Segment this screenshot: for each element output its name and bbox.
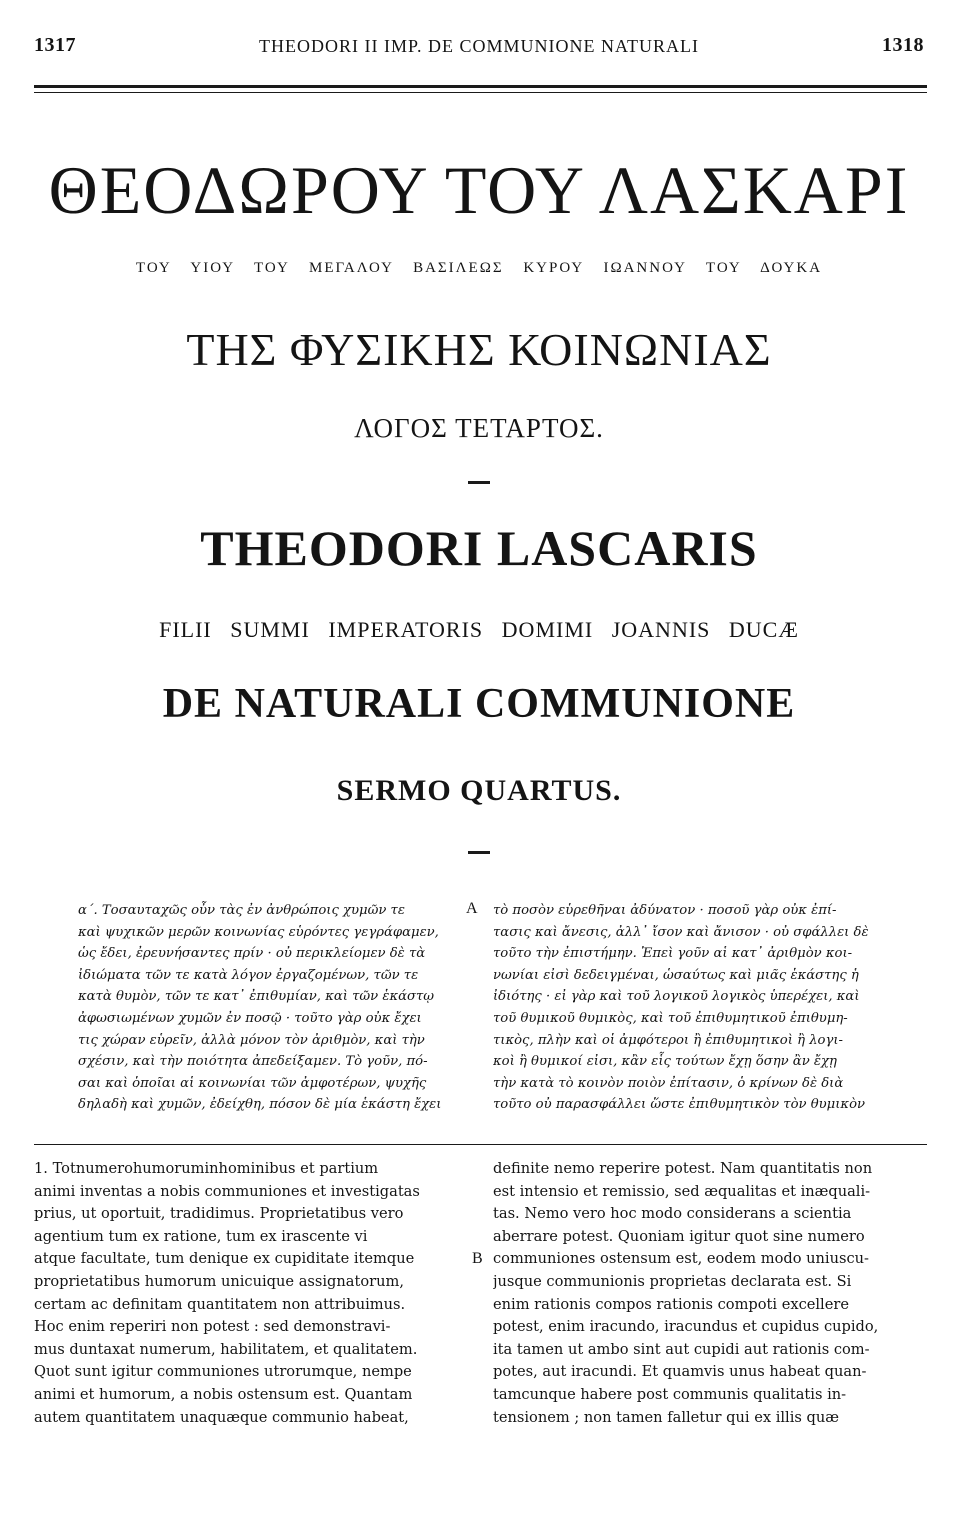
greek-column-left <box>78 900 462 1116</box>
greek-line: σχέσιν, καὶ τὴν ποιότητα ἀπεδείξαμεν. Τὸ γοῦν, πό- <box>78 1054 428 1070</box>
greek-column-right <box>493 900 926 1116</box>
latin-line: 1. Totnumerohumoruminhominibus et partium <box>34 1160 379 1177</box>
header-rule-thin <box>34 92 927 93</box>
latin-line: Quot sunt igitur communiones utrorumque, nempe <box>34 1363 412 1381</box>
page-number-left: 1317 <box>34 34 76 56</box>
latin-line: potest, enim iracundo, iracundus et cupidus cupido, <box>493 1318 879 1336</box>
greek-line: τοῦτο οὐ παρασφάλλει ὥστε ἐπιθυμητικὸν τὸν θυμικὸν <box>493 1097 866 1113</box>
greek-work-title: ΤΗΣ ΦΥΣΙΚΗΣ ΚΟΙΝΩΝΙΑΣ <box>186 324 772 375</box>
latin-line: jusque communionis proprietas declarata est. Si <box>493 1272 852 1290</box>
greek-line: δηλαδὴ καὶ χυμῶν, ἐδείχθη, πόσον δὲ μία ἑκάστη ἔχει <box>78 1097 442 1113</box>
greek-line: κοὶ ἢ θυμικοί εἰσι, κἂν εἷς τούτων ἔχῃ ὅσην ἂν ἔχῃ <box>493 1054 837 1070</box>
latin-line: communiones ostensum est, eodem modo uniuscu- <box>493 1250 869 1268</box>
latin-line: aberrare potest. Quoniam igitur quot sine numero <box>493 1227 865 1245</box>
latin-line: mus duntaxat numerum, habilitatem, et qualitatem. <box>34 1340 418 1358</box>
greek-parentage-line: ΤΟΥ ΥΙΟΥ ΤΟΥ ΜΕΓΑΛΟΥ ΒΑΣΙΛΕΩΣ ΚΥΡΟΥ ΙΩΑΝΝΟΥ ΤΟΥ ΔΟΥΚΑ <box>135 260 823 276</box>
greek-line: τὴν κατὰ τὸ κοινὸν ποιὸν ἐπίτασιν, ὁ κρίνων δὲ διὰ <box>493 1075 844 1091</box>
running-title: THEODORI II IMP. DE COMMUNIONE NATURALI <box>259 36 699 56</box>
greek-line: τασις καὶ ἄνεσις, ἀλλ᾽ ἴσον καὶ ἄνισον · οὐ σφάλλει δὲ <box>493 924 869 940</box>
latin-parentage-line: FILII SUMMI IMPERATORIS DOMIMI JOANNIS DUCÆ <box>159 617 799 642</box>
latin-line: potes, aut iracundi. Et quamvis unus habeat quan- <box>493 1363 867 1381</box>
latin-line: est intensio et remissio, sed æqualitas et inæquali- <box>493 1182 871 1200</box>
latin-book-title: SERMO QUARTUS. <box>336 774 622 807</box>
latin-line: animi inventas a nobis communiones et investigatas <box>34 1182 420 1200</box>
greek-line: α΄. Τοσαυταχῶς οὖν τὰς ἐν ἀνθρώποις χυμῶν τε <box>78 903 405 918</box>
latin-line: enim rationis compos rationis compoti excellere <box>493 1295 849 1313</box>
latin-line: autem quantitatem unaquæque communio habeat, <box>34 1408 409 1426</box>
section-divider-dash <box>468 851 490 854</box>
latin-line: animi et humorum, a nobis ostensum est. Quantam <box>34 1385 413 1403</box>
greek-line: τὸ ποσὸν εὑρεθῆναι ἀδύνατον · ποσοῦ γὰρ οὐκ ἐπί- <box>493 903 837 918</box>
greek-line: τοῦτο τὴν ἐπιστήμην. Ἐπεὶ γοῦν αἱ κατ᾽ ἀριθμὸν κοι- <box>493 946 853 962</box>
latin-line: prius, ut oportuit, tradidimus. Proprietatibus vero <box>34 1205 404 1223</box>
latin-line: tas. Nemo vero hoc modo considerans a scientia <box>493 1205 852 1223</box>
column-separator-rule <box>34 1144 927 1145</box>
latin-line: tamcunque habere post communis qualitatis in- <box>493 1385 847 1403</box>
margin-marker-b: B <box>472 1250 483 1267</box>
greek-line: σαι καὶ ὁποῖαι αἱ κοινωνίαι τῶν ἀμφοτέρων, ψυχῆς <box>78 1075 427 1091</box>
greek-line: ἀφωσιωμένων χυμῶν ἐν ποσῷ · τοῦτο γὰρ οὐκ ἔχει <box>78 1010 422 1026</box>
latin-author-title: THEODORI LASCARIS <box>200 520 758 576</box>
latin-column-right <box>493 1158 926 1429</box>
latin-line: proprietatibus humorum unicuique assignatorum, <box>34 1272 404 1290</box>
latin-line: ita tamen ut ambo sint aut cupidi aut rationis com- <box>493 1340 870 1358</box>
greek-line: καὶ ψυχικῶν μερῶν κοινωνίας εὑρόντες γεγράφαμεν, <box>78 924 439 940</box>
greek-line: ὡς ἔδει, ἐρευνήσαντες πρίν · οὐ περικλείομεν δὲ τὰ <box>78 946 426 962</box>
page-number-right: 1318 <box>882 34 924 56</box>
latin-line: definite nemo reperire potest. Nam quantitatis non <box>493 1160 873 1177</box>
greek-line: κατὰ θυμὸν, τῶν τε κατ᾽ ἐπιθυμίαν, καὶ τῶν ἑκάστῳ <box>78 989 435 1005</box>
greek-line: ἰδιώματα τῶν τε κατὰ λόγον ἐργαζομένων, τῶν τε <box>78 967 419 983</box>
greek-line: τις χώραν εὑρεῖν, ἀλλὰ μόνον τὸν ἀριθμὸν, καὶ τὴν <box>78 1032 425 1048</box>
header-rule-thick <box>34 85 927 88</box>
greek-line: νωνίαι εἰσὶ δεδειγμέναι, ὡσαύτως καὶ μιᾶς ἑκάστης ἡ <box>493 967 859 983</box>
latin-line: tensionem ; non tamen falletur qui ex illis quæ <box>493 1408 839 1426</box>
greek-line: τοῦ θυμικοῦ θυμικὸς, καὶ τοῦ ἐπιθυμητικοῦ ἐπιθυμη- <box>493 1010 848 1026</box>
title-divider-dash <box>468 481 490 484</box>
latin-column-left <box>34 1158 462 1429</box>
latin-line: certam ac definitam quantitatem non attribuimus. <box>34 1295 406 1313</box>
greek-line: ἰδιότης · εἰ γὰρ καὶ τοῦ λογικοῦ λογικὸς ὑπερέχει, καὶ <box>493 989 860 1005</box>
greek-book-title: ΛΟΓΟΣ ΤΕΤΑΡΤΟΣ. <box>354 413 604 443</box>
greek-line: τικὸς, πλὴν καὶ οἱ ἀμφότεροι ἢ ἐπιθυμητικοὶ ἢ λογι- <box>493 1032 844 1048</box>
greek-author-title: ΘΕΟΔΩΡΟΥ ΤΟΥ ΛΑΣΚΑΡΙ <box>48 152 910 228</box>
latin-line: agentium tum ex ratione, tum ex irascente vi <box>34 1227 368 1245</box>
latin-work-title: DE NATURALI COMMUNIONE <box>162 681 796 727</box>
latin-line: Hoc enim reperiri non potest : sed demonstravi- <box>34 1318 391 1336</box>
margin-marker-a: A <box>466 900 478 917</box>
latin-line: atque facultate, tum denique ex cupiditate itemque <box>34 1250 415 1268</box>
